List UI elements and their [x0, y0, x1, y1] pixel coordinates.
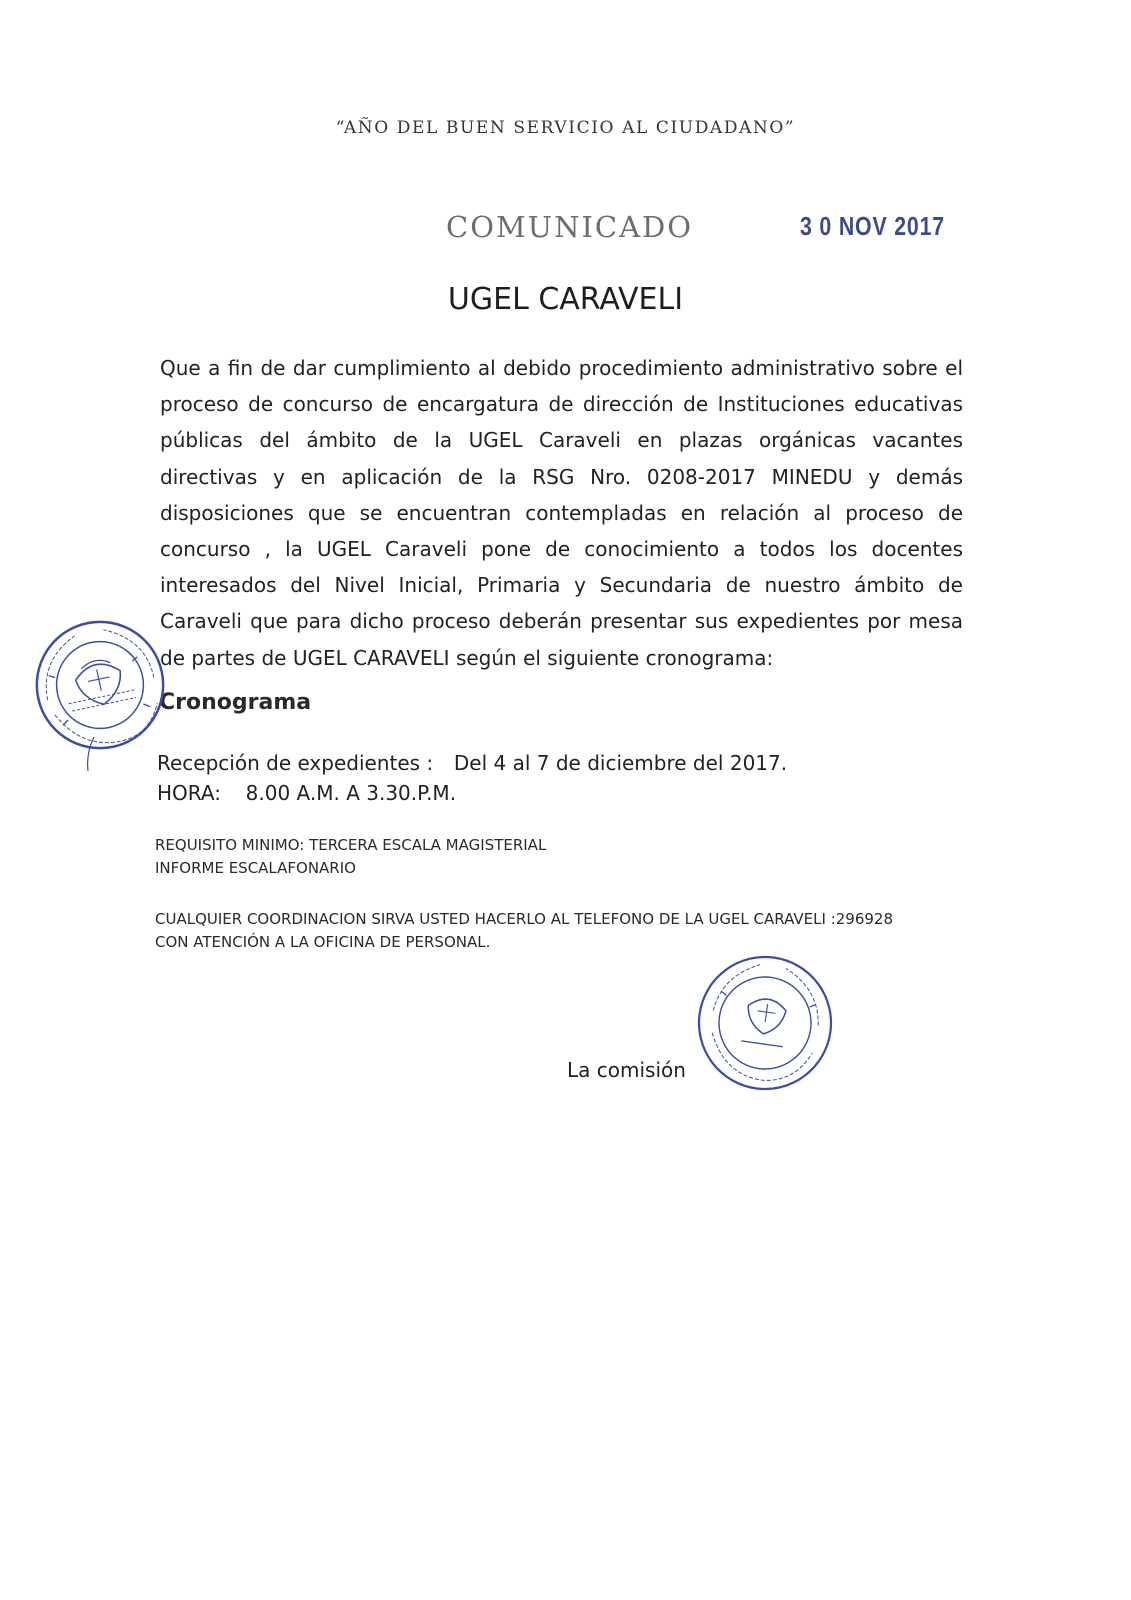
official-seal-right — [690, 948, 840, 1098]
reception-row — [157, 748, 787, 778]
organization-name: UGEL CARAVELI — [447, 282, 684, 317]
contact-line: CUALQUIER COORDINACION SIRVA USTED HACERLO AL TELEFONO DE LA UGEL CARAVELI :296928 — [155, 910, 894, 928]
contact-line: CON ATENCIÓN A LA OFICINA DE PERSONAL. — [155, 933, 491, 951]
body-paragraph: Que a fin de dar cumplimiento al debido procedimiento administrativo sobre el proceso de concurso de encargatura de dirección de Instituciones educativas públicas del ámbito de la UGEL Caraveli en plazas orgánicas vacantes directivas y en aplicación de la RSG Nro. 0208-2017 MINEDU y demás disposiciones que se encuentran contempladas en relación al proceso de concurso , la UGEL Caraveli pone de conocimiento a todos los docentes interesados del Nivel Inicial, Primaria y Secundaria de nuestro ámbito de Caraveli que para dicho proceso deberán presentar sus expedientes por mesa de partes de UGEL CARAVELI según el siguiente cronograma: — [160, 356, 963, 670]
official-seal-left — [26, 606, 174, 764]
reception-label: Recepción de expedientes : — [157, 751, 434, 775]
signature: La comisión — [567, 1058, 686, 1082]
hours-value: 8.00 A.M. A 3.30.P.M. — [245, 781, 457, 805]
schedule-block — [157, 748, 787, 808]
requirement-line: REQUISITO MINIMO: TERCERA ESCALA MAGISTERIAL — [155, 836, 547, 854]
schedule-heading: Cronograma — [159, 690, 312, 715]
motto-header: “AÑO DEL BUEN SERVICIO AL CIUDADANO” — [335, 118, 796, 138]
pen-mark — [80, 735, 100, 775]
requirement-line: INFORME ESCALAFONARIO — [155, 859, 356, 877]
hours-label: HORA: — [157, 781, 221, 805]
hours-row — [157, 778, 787, 808]
requirements-block — [155, 834, 546, 880]
date-stamp: 3 0 NOV 2017 — [800, 211, 945, 241]
reception-value: Del 4 al 7 de diciembre del 2017. — [453, 751, 788, 775]
document-title: COMUNICADO — [446, 210, 694, 244]
